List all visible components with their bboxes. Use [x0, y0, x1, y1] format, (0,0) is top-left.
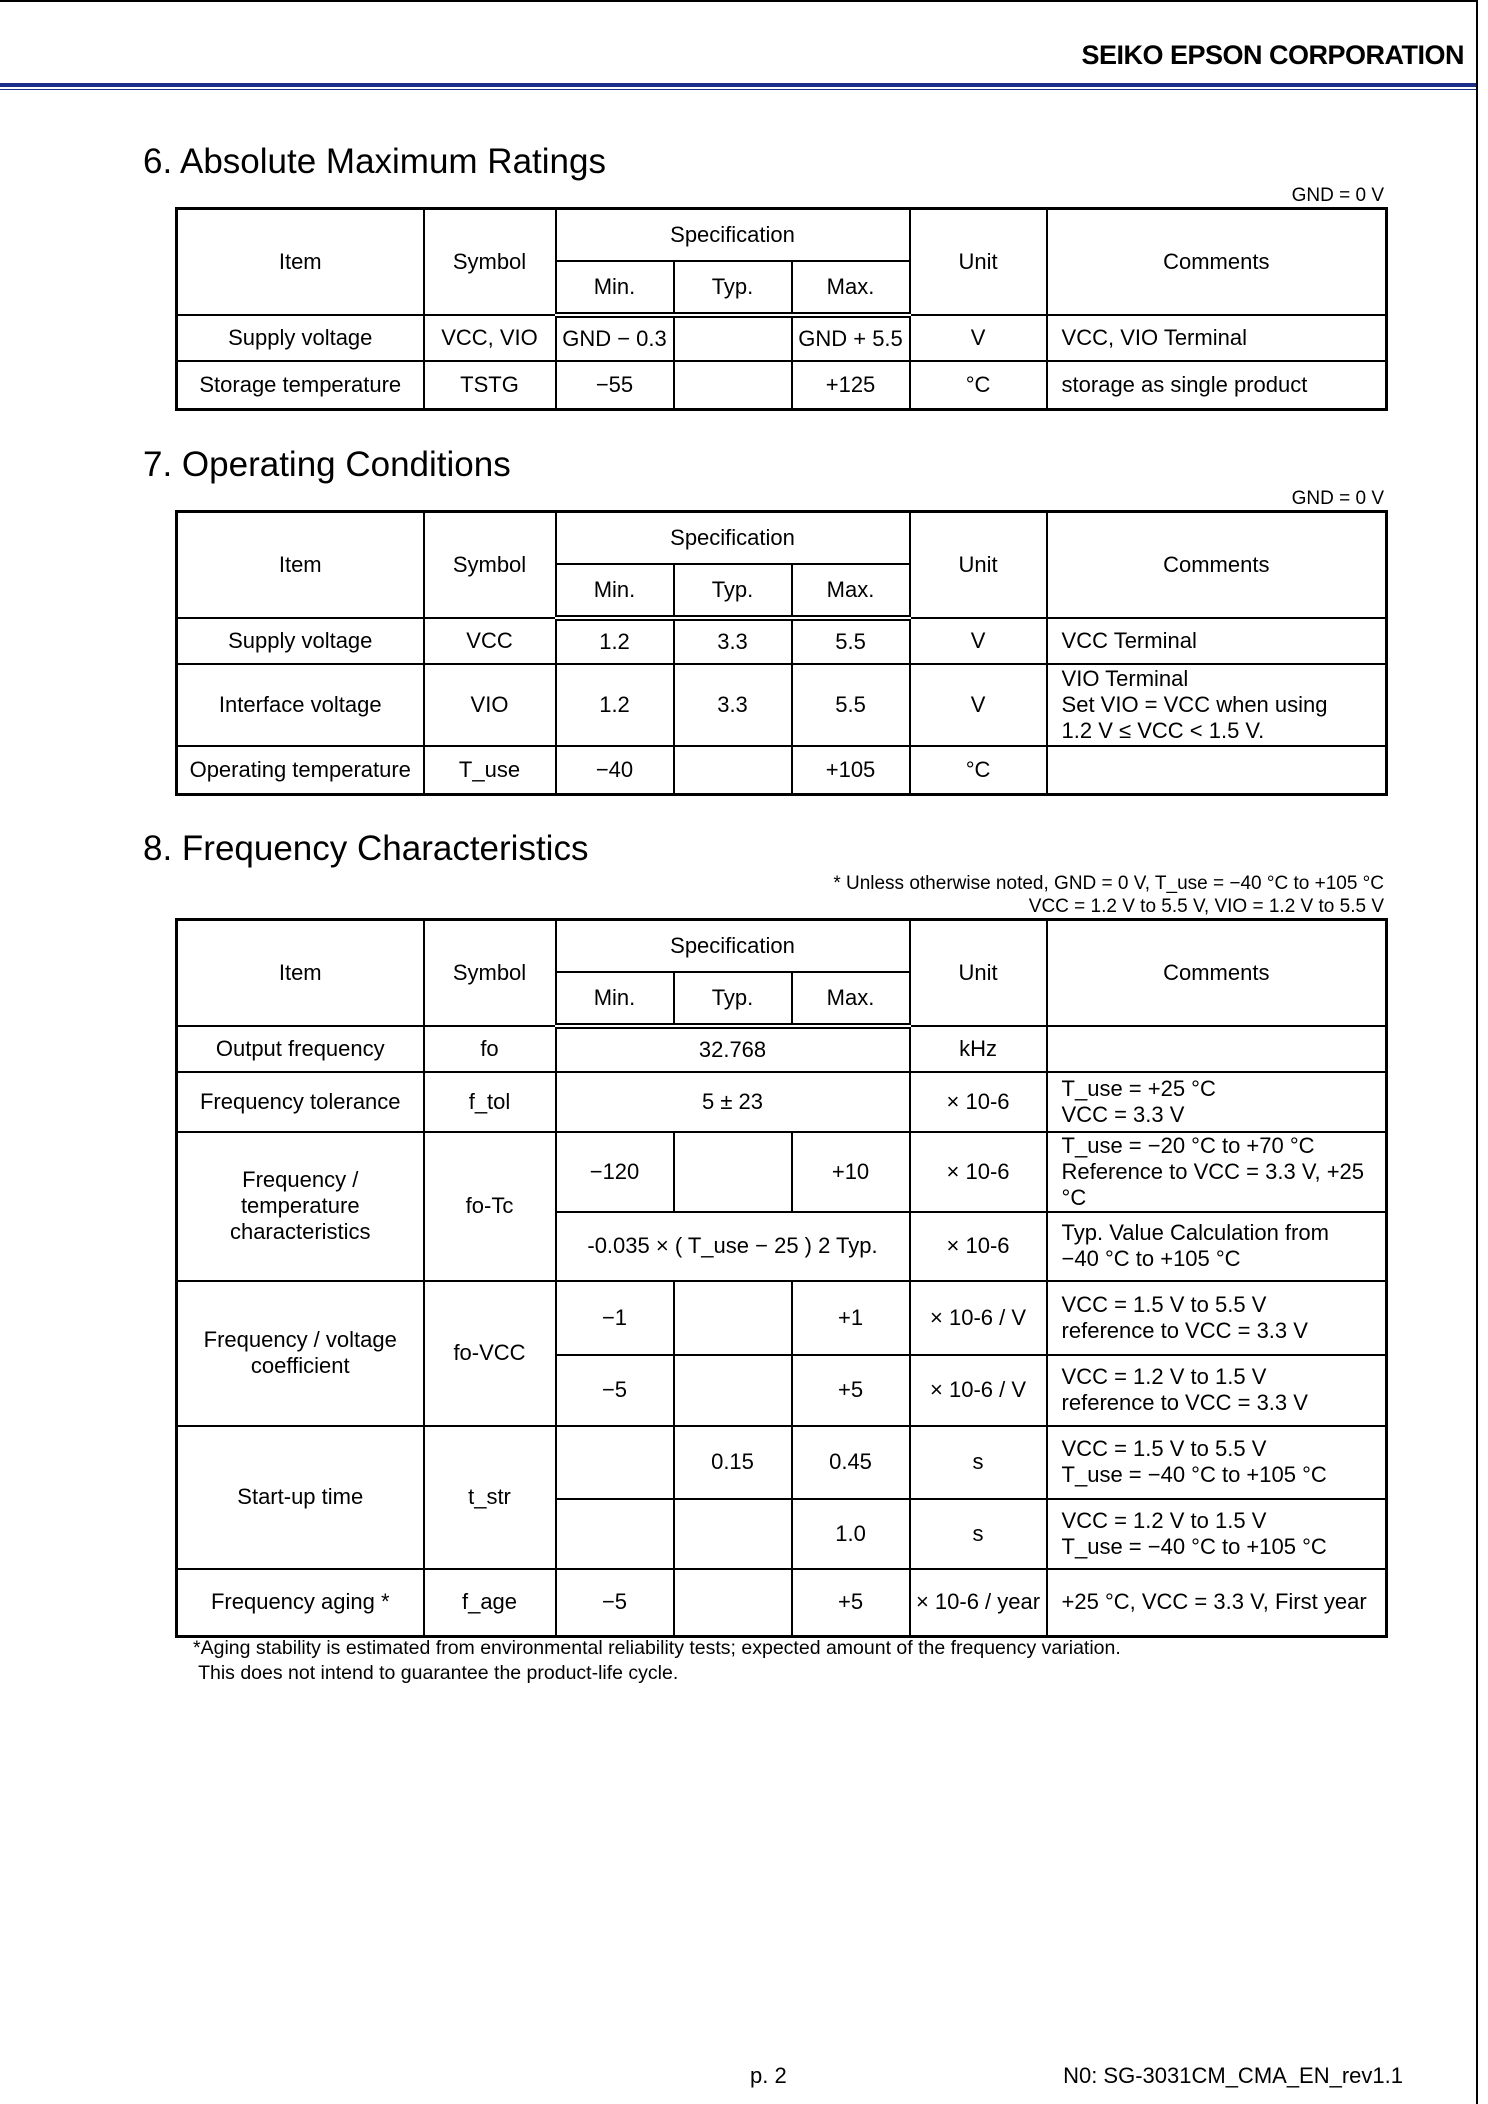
comment-line: VCC = 1.2 V to 1.5 V [1061, 1364, 1267, 1389]
col-header-min: Min. [556, 564, 674, 618]
comments-cell: storage as single product [1047, 361, 1387, 410]
min-cell [556, 1426, 674, 1499]
max-cell: +1 [792, 1281, 910, 1355]
table-row [177, 1072, 1387, 1132]
item-cell: Interface voltage [177, 664, 424, 746]
frequency-characteristics-table [175, 918, 1388, 1638]
comment-line: reference to VCC = 3.3 V [1061, 1390, 1308, 1415]
min-cell: 1.2 [556, 618, 674, 664]
page-number: p. 2 [750, 2063, 787, 2088]
comment-line: 1.2 V ≤ VCC < 1.5 V. [1061, 717, 1265, 743]
col-header-specification: Specification [556, 209, 910, 261]
typ-cell [674, 315, 792, 361]
comments-cell [1047, 1499, 1387, 1569]
comment-line: T_use = −40 °C to +105 °C [1061, 1462, 1327, 1487]
typ-cell [674, 1499, 792, 1569]
table-row [177, 315, 1387, 361]
max-cell: 1.0 [792, 1499, 910, 1569]
comments-cell [1047, 1026, 1387, 1072]
comment-line: VCC = 1.5 V to 5.5 V [1061, 1291, 1267, 1317]
unit-cell: × 10-6 / V [910, 1281, 1047, 1355]
typ-cell: 3.3 [674, 664, 792, 746]
comments-cell [1047, 1355, 1387, 1426]
max-cell: 0.45 [792, 1426, 910, 1499]
symbol-cell: VCC, VIO [424, 315, 556, 361]
table-row [177, 1426, 1387, 1499]
symbol-cell: fo [424, 1026, 556, 1072]
comment-line: VCC = 3.3 V [1061, 1101, 1185, 1127]
unit-cell: kHz [910, 1026, 1047, 1072]
comment-line: T_use = −40 °C to +105 °C [1061, 1533, 1327, 1559]
symbol-cell: VIO [424, 664, 556, 746]
symbol-cell: T_use [424, 746, 556, 795]
comments-cell [1047, 1212, 1387, 1281]
footnote-line: *Aging stability is estimated from environmental reliability tests; expected amount of the frequency variation. [193, 1637, 1121, 1659]
absolute-max-ratings-table [175, 207, 1388, 411]
col-header-typ: Typ. [674, 972, 792, 1026]
col-header-unit: Unit [910, 512, 1047, 618]
item-cell: Frequency aging * [177, 1569, 424, 1637]
typ-cell [674, 361, 792, 410]
typ-cell: 3.3 [674, 618, 792, 664]
typ-cell [674, 1355, 792, 1426]
symbol-cell: f_tol [424, 1072, 556, 1132]
symbol-cell: fo-VCC [424, 1281, 556, 1426]
col-header-min: Min. [556, 972, 674, 1026]
comments-cell [1047, 1132, 1387, 1212]
typ-cell [674, 1281, 792, 1355]
value-cell: 5 ± 23 [556, 1072, 910, 1132]
page-border-right [1476, 0, 1478, 2104]
unit-cell: × 10-6 / V [910, 1355, 1047, 1426]
col-header-symbol: Symbol [424, 512, 556, 618]
typ-cell [674, 746, 792, 795]
max-cell: +5 [792, 1569, 910, 1637]
col-header-min: Min. [556, 261, 674, 315]
value-cell: 32.768 [556, 1026, 910, 1072]
company-name: SEIKO EPSON CORPORATION [1081, 40, 1464, 70]
item-cell: Supply voltage [177, 315, 424, 361]
item-line: temperature [240, 1193, 360, 1218]
col-header-max: Max. [792, 972, 910, 1026]
comment-line: T_use = +25 °C [1061, 1075, 1216, 1101]
item-line: coefficient [250, 1353, 350, 1378]
unit-cell: × 10-6 [910, 1072, 1047, 1132]
value-cell: -0.035 × ( T_use − 25 ) 2 Typ. [556, 1212, 910, 1281]
unit-cell: × 10-6 [910, 1132, 1047, 1212]
item-line: characteristics [229, 1219, 371, 1244]
max-cell: +10 [792, 1132, 910, 1212]
unit-cell: s [910, 1499, 1047, 1569]
comment-line: VIO Terminal [1061, 665, 1189, 691]
min-cell: 1.2 [556, 664, 674, 746]
max-cell: GND + 5.5 [792, 315, 910, 361]
table-row [177, 361, 1387, 410]
table-row [177, 1026, 1387, 1072]
section-6-title: 6. Absolute Maximum Ratings [143, 142, 606, 181]
col-header-item: Item [177, 512, 424, 618]
item-cell [177, 1281, 424, 1426]
table-row [177, 664, 1387, 746]
min-cell: GND − 0.3 [556, 315, 674, 361]
min-cell: −1 [556, 1281, 674, 1355]
item-cell: Frequency tolerance [177, 1072, 424, 1132]
unit-cell: °C [910, 746, 1047, 795]
item-line: Frequency / voltage [203, 1327, 397, 1352]
col-header-specification: Specification [556, 920, 910, 972]
col-header-unit: Unit [910, 920, 1047, 1026]
comment-line: Typ. Value Calculation from [1061, 1220, 1329, 1245]
min-cell [556, 1499, 674, 1569]
col-header-unit: Unit [910, 209, 1047, 315]
comments-cell [1047, 1281, 1387, 1355]
page-border-top [0, 0, 1476, 2]
table-row [177, 1281, 1387, 1355]
header-rule [0, 83, 1476, 87]
max-cell: +125 [792, 361, 910, 410]
item-cell: Supply voltage [177, 618, 424, 664]
comments-cell: +25 °C, VCC = 3.3 V, First year [1047, 1569, 1387, 1637]
table-row [177, 1132, 1387, 1212]
header-rule-thin [0, 89, 1476, 90]
symbol-cell: VCC [424, 618, 556, 664]
aging-footnote [193, 1636, 1121, 1686]
col-header-comments: Comments [1047, 209, 1387, 315]
comment-line: −40 °C to +105 °C [1061, 1246, 1241, 1271]
section-7-title: 7. Operating Conditions [143, 445, 511, 484]
comment-line: VCC = 1.5 V to 5.5 V [1061, 1436, 1267, 1461]
comments-cell: VCC Terminal [1047, 618, 1387, 664]
item-cell: Output frequency [177, 1026, 424, 1072]
comments-cell [1047, 664, 1387, 746]
comments-cell [1047, 1426, 1387, 1499]
symbol-cell: f_age [424, 1569, 556, 1637]
unit-cell: V [910, 664, 1047, 746]
section-7-gnd-note: GND = 0 V [1291, 488, 1384, 509]
unit-cell: s [910, 1426, 1047, 1499]
col-header-item: Item [177, 920, 424, 1026]
unit-cell: × 10-6 / year [910, 1569, 1047, 1637]
unit-cell: V [910, 315, 1047, 361]
unit-cell: V [910, 618, 1047, 664]
col-header-symbol: Symbol [424, 920, 556, 1026]
footnote-line: This does not intend to guarantee the product-life cycle. [193, 1662, 679, 1684]
comments-cell: VCC, VIO Terminal [1047, 315, 1387, 361]
max-cell: +105 [792, 746, 910, 795]
symbol-cell: fo-Tc [424, 1132, 556, 1281]
item-cell [177, 1132, 424, 1281]
section-8-note-2: VCC = 1.2 V to 5.5 V, VIO = 1.2 V to 5.5 V [1028, 896, 1384, 917]
item-cell: Operating temperature [177, 746, 424, 795]
col-header-item: Item [177, 209, 424, 315]
operating-conditions-table [175, 510, 1388, 796]
comment-line: reference to VCC = 3.3 V [1061, 1317, 1308, 1343]
min-cell: −55 [556, 361, 674, 410]
table-row [177, 618, 1387, 664]
symbol-cell: TSTG [424, 361, 556, 410]
unit-cell: × 10-6 [910, 1212, 1047, 1281]
item-cell: Start-up time [177, 1426, 424, 1569]
table-row [177, 1569, 1387, 1637]
item-line: Frequency / [242, 1167, 359, 1192]
item-cell: Storage temperature [177, 361, 424, 410]
min-cell: −5 [556, 1569, 674, 1637]
max-cell: 5.5 [792, 618, 910, 664]
document-id: N0: SG-3031CM_CMA_EN_rev1.1 [1063, 2063, 1403, 2088]
unit-cell: °C [910, 361, 1047, 410]
comment-line: T_use = −20 °C to +70 °C [1061, 1132, 1315, 1158]
comments-cell [1047, 746, 1387, 795]
section-8-title: 8. Frequency Characteristics [143, 829, 589, 868]
min-cell: −120 [556, 1132, 674, 1212]
table-row [177, 746, 1387, 795]
comment-line: Set VIO = VCC when using [1061, 691, 1328, 717]
section-8-note-1: * Unless otherwise noted, GND = 0 V, T_use = −40 °C to +105 °C [833, 873, 1384, 894]
max-cell: 5.5 [792, 664, 910, 746]
comment-line: VCC = 1.2 V to 1.5 V [1061, 1507, 1267, 1533]
max-cell: +5 [792, 1355, 910, 1426]
col-header-max: Max. [792, 564, 910, 618]
symbol-cell: t_str [424, 1426, 556, 1569]
col-header-specification: Specification [556, 512, 910, 564]
section-6-gnd-note: GND = 0 V [1291, 185, 1384, 206]
col-header-comments: Comments [1047, 512, 1387, 618]
col-header-typ: Typ. [674, 564, 792, 618]
col-header-typ: Typ. [674, 261, 792, 315]
col-header-max: Max. [792, 261, 910, 315]
min-cell: −5 [556, 1355, 674, 1426]
typ-cell: 0.15 [674, 1426, 792, 1499]
comment-line: Reference to VCC = 3.3 V, +25 °C [1061, 1158, 1365, 1210]
min-cell: −40 [556, 746, 674, 795]
comments-cell [1047, 1072, 1387, 1132]
col-header-symbol: Symbol [424, 209, 556, 315]
col-header-comments: Comments [1047, 920, 1387, 1026]
typ-cell [674, 1569, 792, 1637]
typ-cell [674, 1132, 792, 1212]
